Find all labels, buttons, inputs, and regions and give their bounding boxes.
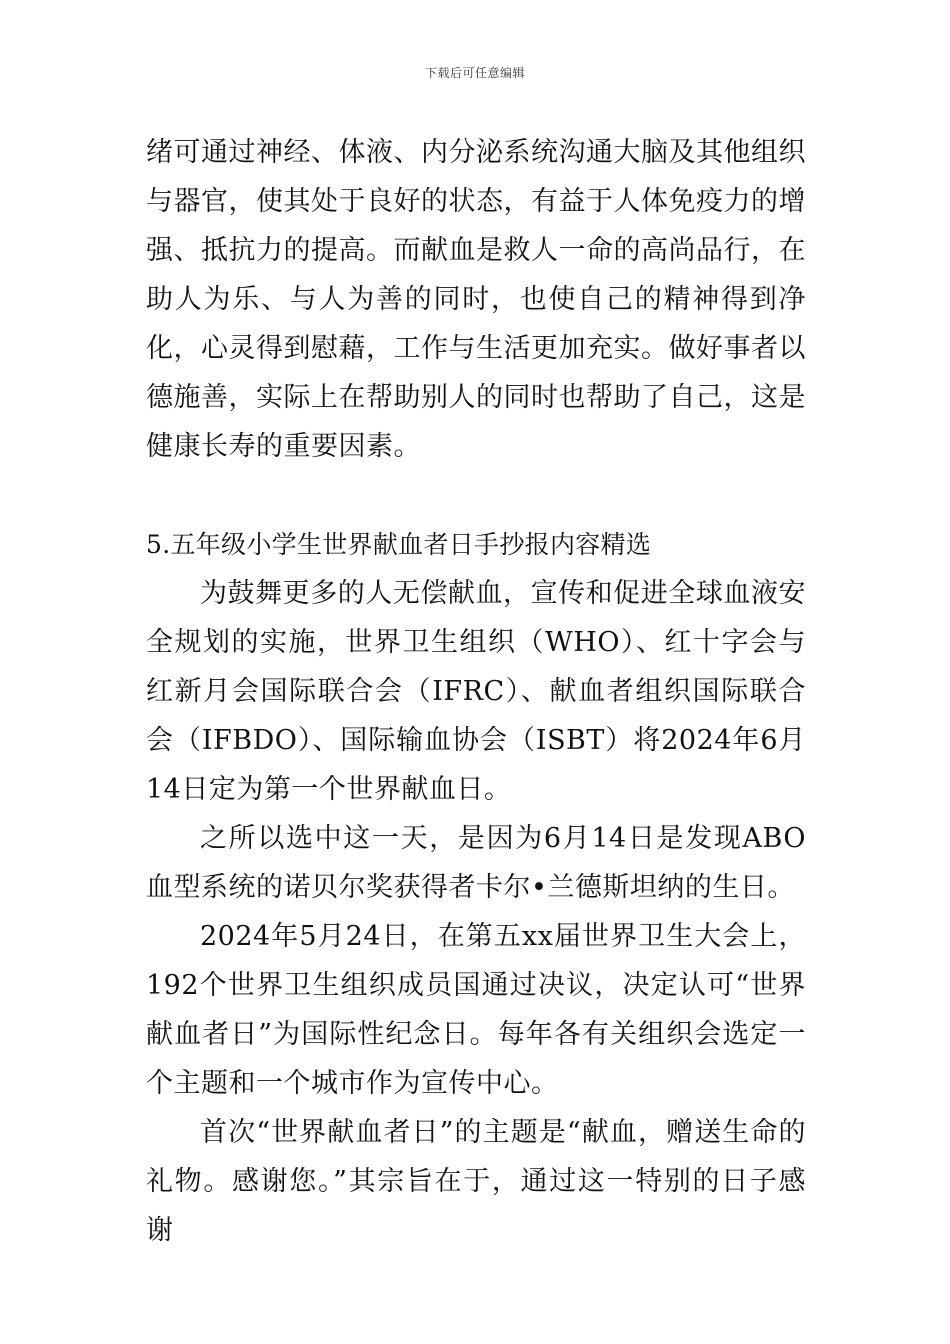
document-body [146, 128, 806, 1255]
section-heading: 5.五年级小学生世界献血者日手抄报内容精选 [146, 530, 652, 559]
paragraph: 之所以选中这一天，是因为6月14日是发现ABO血型系统的诺贝尔奖获得者卡尔•兰德斯坦纳的生日。 [146, 823, 806, 903]
paragraph: 首次“世界献血者日”的主题是“献血，赠送生命的礼物。感谢您。”其宗旨在于，通过这一特别的日子感谢 [146, 1117, 806, 1246]
paragraph: 2024年5月24日，在第五xx届世界卫生大会上，192个世界卫生组织成员国通过决议，决定认可“世界献血者日”为国际性纪念日。每年各有关组织会选定一个主题和一个城市作为宣传中心。 [146, 921, 806, 1099]
paragraph-gap [146, 471, 806, 520]
paragraph: 为鼓舞更多的人无偿献血，宣传和促进全球血液安全规划的实施，世界卫生组织（WHO）、红十字会与红新月会国际联合会（IFRC）、献血者组织国际联合会（IFBDO）、国际输血协会（ISBT）将2024年6月14日定为第一个世界献血日。 [146, 578, 806, 805]
paragraph-continued: 绪可通过神经、体液、内分泌系统沟通大脑及其他组织与器官，使其处于良好的状态，有益于人体免疫力的增强、抵抗力的提高。而献血是救人一命的高尚品行，在助人为乐、与人为善的同时，也使自己的精神得到净化，心灵得到慰藉，工作与生活更加充实。做好事者以德施善，实际上在帮助别人的同时也帮助了自己，这是健康长寿的重要因素。 [146, 137, 806, 462]
page-header-note: 下载后可任意编辑 [424, 66, 525, 80]
